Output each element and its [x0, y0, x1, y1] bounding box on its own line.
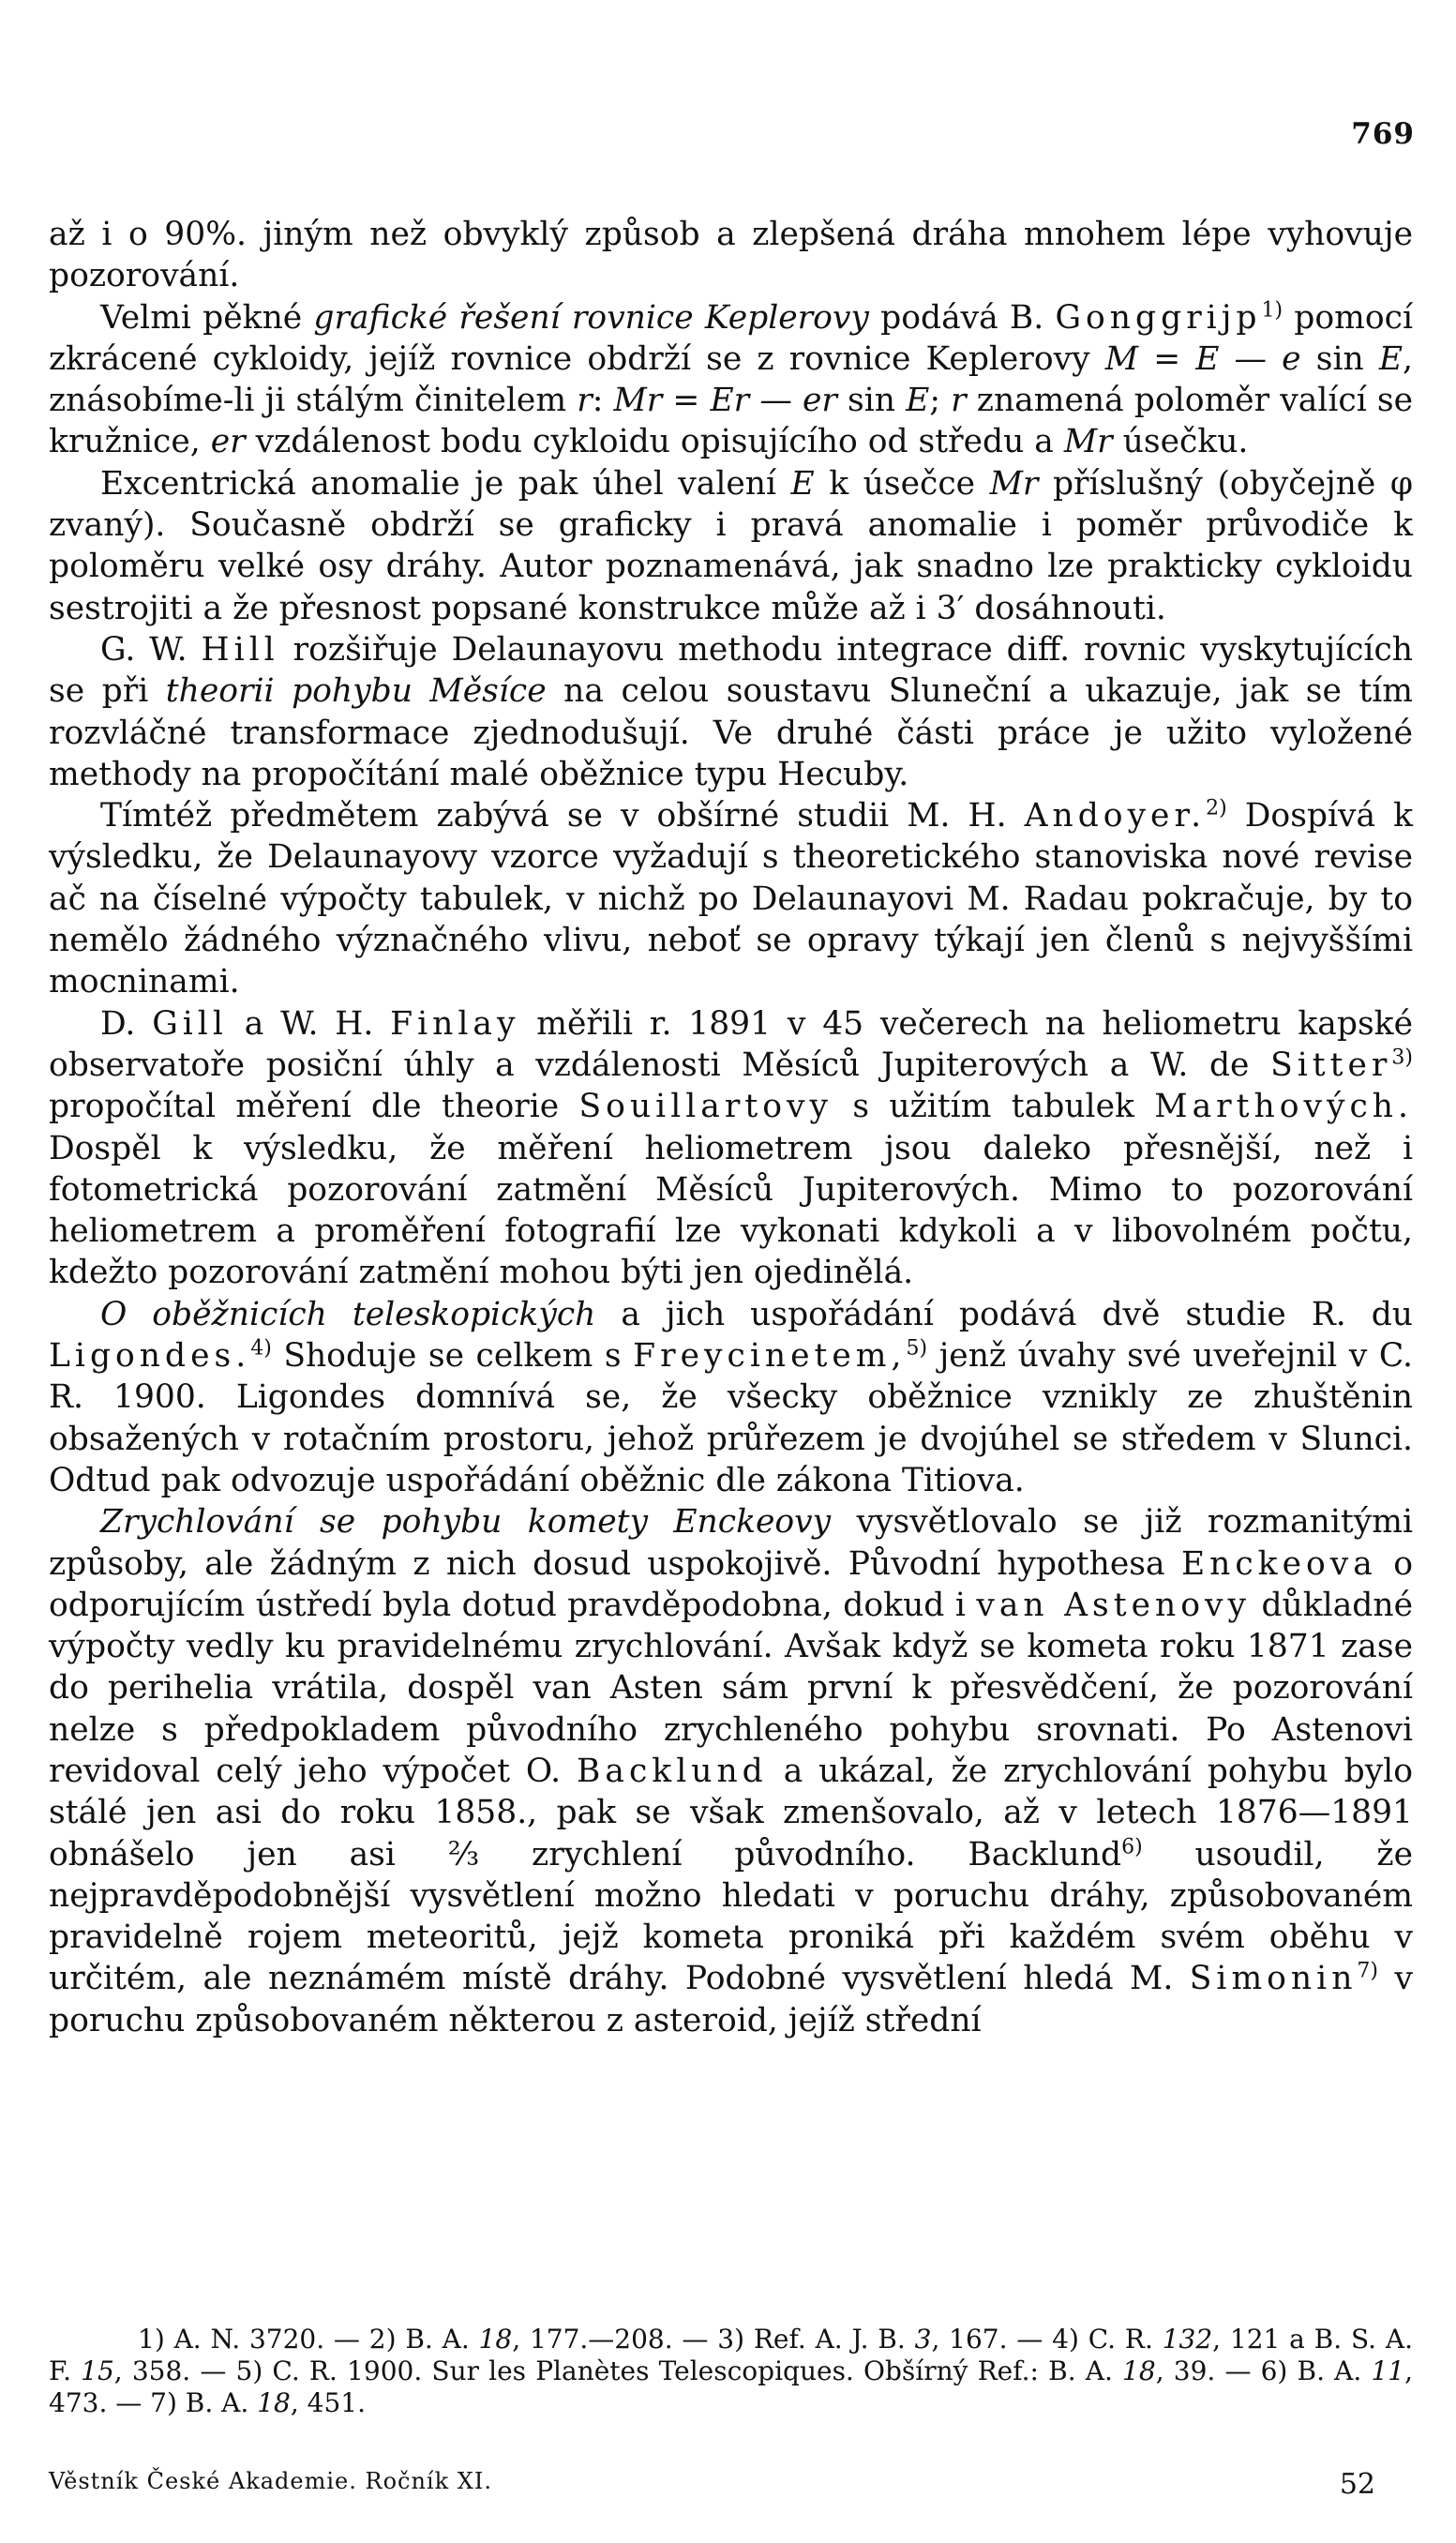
text-run: a W. H.	[227, 1004, 391, 1043]
text-run: příslušný (obyčejně φ zvaný). Současně obdrží se graficky i pravá anomalie i poměr průvodiče k poloměru velké osy dráhy. Autor poznamenává, jak snadno lze prakticky cykloidu sestrojiti a že přesnost popsané konstrukce může až i 3′ dosáhnouti.	[49, 464, 1413, 627]
spaced-name: Sitter	[1270, 1046, 1392, 1084]
text-run: vzdálenost bodu cykloidu opisujícího od středu a	[245, 423, 1064, 461]
page-number: 769	[1351, 117, 1415, 151]
italic-text: E	[1378, 339, 1403, 378]
text-run: a jich uspořádání podává dvě studie R. du	[595, 1295, 1413, 1333]
footnote-ref: 7)	[1357, 1959, 1379, 1983]
italic-text: O oběžnicích teleskopických	[100, 1295, 596, 1333]
text-run: k úsečce	[814, 464, 990, 503]
text-run: vysvětlovalo se již rozmanitými způsoby, ale žádným z nich dosud uspokojivě. Původní hypothesa	[49, 1503, 1413, 1583]
italic-text: theorii pohybu Měsíce	[165, 672, 547, 711]
text-run: , znásobíme-li ji stálým činitelem	[49, 339, 1413, 420]
text-run: , 177.—208. — 3) Ref. A. J. B.	[512, 2324, 915, 2355]
text-run: , 358. — 5) C. R. 1900. Sur les Planètes Telescopiques. Obšírný Ref.: B. A.	[113, 2355, 1123, 2386]
text-run: v poruchu způsobovaném některou z asteroid, jejíž střední	[49, 1960, 1413, 2039]
text-run: propočítal měření dle theorie	[49, 1088, 579, 1126]
text-run: až i o 90%. jiným než obvyklý způsob a zlepšená dráha mnohem lépe vyhovuje pozorování.	[49, 216, 1413, 295]
text-run: usoudil, že nejpravděpodobnější vysvětlení možno hledati v poruchu dráhy, způsobovaném pravidelně rojem meteoritů, jejž kometa proniká při každém svém oběhu v určitém, ale neznámém místě dráhy. Podobné vysvětlení hledá M.	[49, 1835, 1413, 1998]
footnote-ref: 2)	[1206, 796, 1227, 820]
footnote-ref: 5)	[906, 1336, 928, 1361]
italic-text: 18	[257, 2387, 291, 2418]
spaced-name: Simonin	[1189, 1960, 1358, 1998]
italic-text: r	[951, 382, 967, 420]
text-run: Dospívá k výsledku, že Delaunayovy vzorce vyžadují s theoretického stanoviska nové revise ač na číselné výpočty tabulek, v nichž po Delaunayovi M. Radau pokračuje, by to nemělo žádného význačného vlivu, neboť se opravy týkají jen členů s nejvyššími mocninami.	[49, 797, 1414, 1001]
text-run: G. W.	[100, 630, 202, 669]
spaced-name: van Astenovy	[976, 1586, 1251, 1624]
text-run: Tímtéž předmětem zabývá se v obšírné studii M. H.	[100, 797, 1025, 835]
italic-text: r	[577, 382, 593, 420]
spaced-name: Freycinetem,	[633, 1337, 907, 1376]
paragraph	[49, 463, 1413, 629]
text-run: , 39. — 6) B. A.	[1155, 2355, 1372, 2386]
text-run: Velmi pěkné	[100, 298, 314, 337]
text-run: sin	[1300, 339, 1379, 378]
italic-text: Zrychlování se pohybu komety Enckeovy	[100, 1503, 832, 1542]
journal-title: Věstník České Akademie. Ročník XI.	[49, 2468, 492, 2494]
text-run: , 451.	[290, 2387, 366, 2418]
text-run: , 121 a B. S. A. F.	[49, 2324, 1414, 2386]
paragraph	[49, 1003, 1413, 1294]
italic-text: grafické řešení rovnice Keplerovy	[313, 298, 869, 337]
italic-text: E	[906, 382, 930, 420]
paragraph	[49, 1501, 1413, 2041]
italic-text: Mr	[1063, 423, 1113, 461]
text-run: ;	[929, 382, 952, 420]
italic-text: 18	[1122, 2355, 1156, 2386]
italic-text: Mr	[989, 464, 1039, 503]
footnote-line	[49, 2324, 1413, 2419]
footnotes	[49, 2324, 1413, 2419]
text-run: znamená poloměr valící se kružnice,	[49, 382, 1413, 461]
italic-text: M = E — e	[1104, 339, 1301, 378]
italic-text: 132	[1162, 2324, 1213, 2355]
text-run: rozšiřuje Delaunayovu methodu integrace diff. rovnic vyskytujících se při	[49, 630, 1413, 711]
text-run: měřili r. 1891 v 45 večerech na heliometru kapské observatoře posiční úhly a vzdálenosti Měsíců Jupiterových a W. de	[49, 1004, 1413, 1084]
spaced-name: Andoyer.	[1024, 797, 1207, 835]
footnote-ref: 1)	[1261, 298, 1283, 323]
text-run: Excentrická anomalie je pak úhel valení	[100, 464, 791, 503]
text-run: důkladné výpočty vedly ku pravidelnému zrychlování. Avšak když se kometa roku 1871 zase do perihelia vrátila, dospěl van Asten sám první k přesvědčení, že pozorování nelze s předpokladem původního zrychleného pohybu srovnati. Po Astenovi revidoval celý jeho výpočet O.	[49, 1586, 1414, 1790]
text-run: :	[592, 382, 614, 420]
text-run: úsečku.	[1112, 423, 1249, 461]
text-run: jenž úvahy své uveřejnil v C. R. 1900. Ligondes domnívá se, že všecky oběžnice vznikly ze zhuštěnin obsažených v rotačním prostoru, jehož průřezem je dvojúhel se středem v Slunci. Odtud pak odvozuje uspořádání oběžnic dle zákona Titiova.	[49, 1337, 1414, 1499]
spaced-name: Ligondes.	[49, 1337, 251, 1376]
italic-text: Mr = Er — er	[613, 382, 837, 420]
paragraph	[49, 1294, 1413, 1501]
text-run: sin	[836, 382, 907, 420]
text-run: s užitím tabulek	[832, 1088, 1155, 1126]
spaced-name: Gonggrijp	[1055, 298, 1262, 337]
italic-text: er	[210, 423, 246, 461]
italic-text: 18	[478, 2324, 513, 2355]
text-run: pomocí zkrácené cykloidy, jejíž rovnice obdrží se z rovnice Keplerovy	[49, 298, 1413, 378]
spaced-name: Gill	[152, 1004, 228, 1043]
text-run: a ukázal, že zrychlování pohybu bylo stálé jen asi do roku 1858., pak se však zmenšovalo, až v letech 1876—1891 obnášelo jen asi ⅔ zrychlení původního. Backlund	[49, 1752, 1413, 1873]
page-footer	[49, 2468, 1375, 2501]
paragraph	[49, 795, 1413, 1002]
sheet-number: 52	[1339, 2468, 1375, 2501]
footnote-ref: 3)	[1391, 1046, 1413, 1070]
spaced-name: Finlay	[390, 1004, 520, 1043]
paragraph	[49, 214, 1413, 297]
footnote-ref: 4)	[250, 1336, 272, 1361]
italic-text: 15	[81, 2355, 114, 2386]
text-run: , 473. — 7) B. A.	[49, 2355, 1413, 2418]
text-run: podává B.	[868, 298, 1056, 337]
text-run: na celou soustavu Sluneční a ukazuje, jak se tím rozvláčné transformace zjednodušují. Ve druhé části práce je užito vyložené methody na propočítání malé oběžnice typu Hecuby.	[49, 672, 1413, 793]
spaced-name: Hill	[201, 630, 279, 669]
spaced-name: Enckeova	[1180, 1544, 1377, 1583]
body-text	[49, 214, 1413, 2041]
text-run: Shoduje se celkem s	[271, 1337, 634, 1376]
italic-text: 3	[914, 2324, 932, 2355]
spaced-name: Backlund	[577, 1752, 768, 1790]
paragraph	[49, 297, 1413, 463]
text-run: 1) A. N. 3720. — 2) B. A.	[138, 2324, 479, 2355]
text-run: Dospěl k výsledku, že měření heliometrem jsou daleko přesnější, než i fotometrická pozorování zatmění Měsíců Jupiterových. Mimo to pozorování heliometrem a proměření fotografií lze vykonati kdykoli a v libovolném počtu, kdežto pozorování zatmění mohou býti jen ojedinělá.	[49, 1129, 1413, 1292]
text-run: o odporujícím ústředí byla dotud pravděpodobna, dokud i	[49, 1544, 1413, 1624]
spaced-name: Souillartovy	[578, 1088, 833, 1126]
paragraph	[49, 629, 1413, 795]
italic-text: E	[790, 464, 815, 503]
spaced-name: Marthových.	[1154, 1088, 1413, 1126]
text-run: , 167. — 4) C. R.	[931, 2324, 1163, 2355]
footnote-ref: 6)	[1121, 1835, 1143, 1859]
text-run: D.	[100, 1004, 153, 1043]
italic-text: 11	[1371, 2355, 1405, 2386]
